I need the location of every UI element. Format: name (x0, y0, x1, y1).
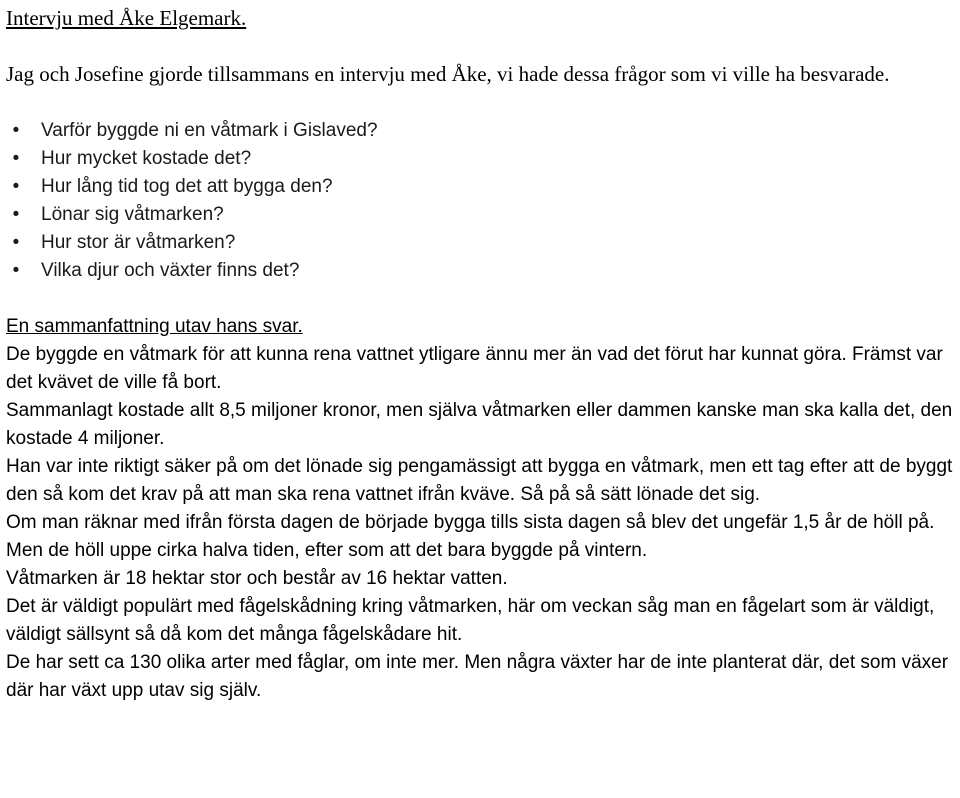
question-text: Vilka djur och växter finns det? (41, 260, 300, 281)
question-text: Hur lång tid tog det att bygga den? (41, 176, 333, 197)
question-text: Lönar sig våtmarken? (41, 204, 224, 225)
list-item (6, 145, 956, 173)
document-page (6, 4, 956, 705)
summary-paragraph: Sammanlagt kostade allt 8,5 miljoner kronor, men själva våtmarken eller dammen kanske man ska kalla det, den kostade 4 miljoner. (6, 400, 953, 449)
list-item (6, 173, 956, 201)
question-list (6, 117, 956, 285)
list-item (6, 117, 956, 145)
question-text: Hur stor är våtmarken? (41, 232, 236, 253)
intro-paragraph: Jag och Josefine gjorde tillsammans en intervju med Åke, vi hade dessa frågor som vi ville ha besvarade. (6, 62, 890, 86)
summary-paragraph: Om man räknar med ifrån första dagen de började bygga tills sista dagen så blev det ungefär 1,5 år de höll på. Men de höll uppe cirka halva tiden, efter som att det bara byggde på vintern. (6, 512, 935, 561)
summary-section (6, 341, 956, 705)
bullet-icon: • (12, 204, 20, 225)
bullet-icon: • (12, 120, 20, 141)
bullet-icon: • (12, 232, 20, 253)
summary-paragraph: De har sett ca 130 olika arter med fåglar, om inte mer. Men några växter har de inte planterat där, det som växer där har växt upp utav sig själv. (6, 652, 949, 701)
question-text: Hur mycket kostade det? (41, 148, 252, 169)
summary-paragraph: Våtmarken är 18 hektar stor och består av 16 hektar vatten. (6, 568, 508, 589)
summary-paragraph: Det är väldigt populärt med fågelskådning kring våtmarken, här om veckan såg man en fågelart som är väldigt, väldigt sällsynt så då kom det många fågelskådare hit. (6, 596, 935, 645)
summary-heading: En sammanfattning utav hans svar. (6, 316, 303, 337)
bullet-icon: • (12, 260, 20, 281)
list-item (6, 257, 956, 285)
question-text: Varför byggde ni en våtmark i Gislaved? (41, 120, 378, 141)
document-title: Intervju med Åke Elgemark. (6, 6, 247, 30)
list-item (6, 201, 956, 229)
summary-paragraph: Han var inte riktigt säker på om det lönade sig pengamässigt att bygga en våtmark, men ett tag efter att de byggt den så kom det krav på att man ska rena vattnet ifrån kväve. Så på så sätt lönade det sig. (6, 456, 953, 505)
list-item (6, 229, 956, 257)
bullet-icon: • (12, 176, 20, 197)
bullet-icon: • (12, 148, 20, 169)
summary-paragraph: De byggde en våtmark för att kunna rena vattnet ytligare ännu mer än vad det förut har kunnat göra. Främst var det kvävet de ville få bort. (6, 344, 943, 393)
